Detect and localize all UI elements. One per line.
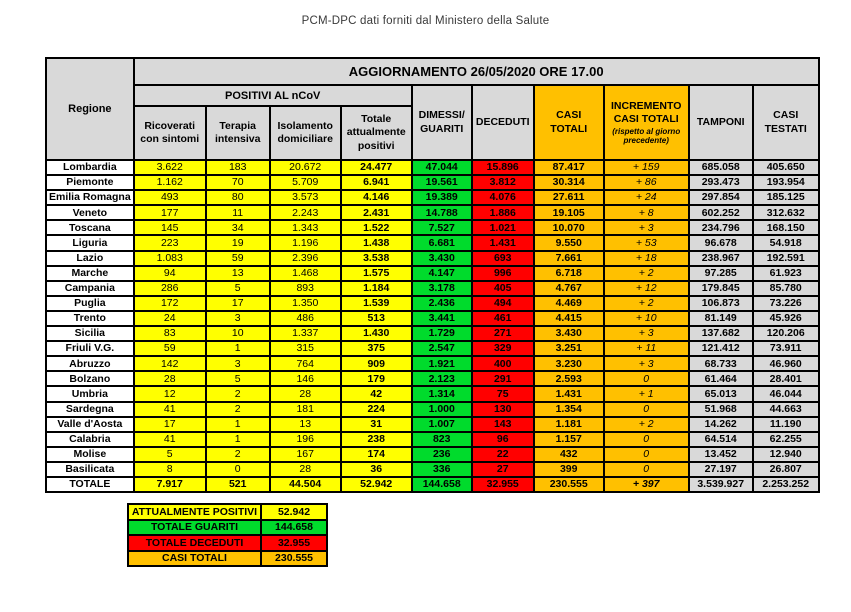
cell-deceduti: 461 <box>472 311 534 326</box>
cell-incremento-casi-totali: + 397 <box>604 477 689 492</box>
cell-isolamento-domiciliare: 44.504 <box>270 477 341 492</box>
cell-dimessi-guariti: 1.729 <box>412 326 472 341</box>
cell-dimessi-guariti: 7.527 <box>412 220 472 235</box>
table-row <box>46 311 819 326</box>
table-row <box>46 402 819 417</box>
cell-incremento-casi-totali: + 3 <box>604 220 689 235</box>
cell-tamponi: 3.539.927 <box>689 477 753 492</box>
cell-dimessi-guariti: 1.314 <box>412 386 472 401</box>
page-title: PCM-DPC dati forniti dal Ministero della Salute <box>301 15 550 27</box>
table-row <box>46 356 819 371</box>
cell-regione: Campania <box>46 281 134 296</box>
cell-casi-testati: 46.044 <box>753 386 819 401</box>
cell-ricoverati-con-sintomi: 172 <box>134 296 206 311</box>
cell-isolamento-domiciliare: 486 <box>270 311 341 326</box>
cell-regione: Marche <box>46 266 134 281</box>
header-deceduti: DECEDUTI <box>472 85 534 160</box>
cell-regione: Calabria <box>46 432 134 447</box>
summary-value: 144.658 <box>261 520 327 536</box>
table-row <box>46 220 819 235</box>
cell-casi-testati: 12.940 <box>753 447 819 462</box>
cell-deceduti: 693 <box>472 251 534 266</box>
cell-totale-attualmente-positivi: 1.438 <box>341 235 412 250</box>
table-row <box>46 462 819 477</box>
cell-dimessi-guariti: 1.921 <box>412 356 472 371</box>
cell-dimessi-guariti: 3.430 <box>412 251 472 266</box>
cell-isolamento-domiciliare: 146 <box>270 371 341 386</box>
table-row <box>46 281 819 296</box>
cell-terapia-intensiva: 0 <box>206 462 270 477</box>
cell-dimessi-guariti: 2.436 <box>412 296 472 311</box>
cell-casi-totali: 1.181 <box>534 417 604 432</box>
cell-dimessi-guariti: 47.044 <box>412 160 472 175</box>
cell-ricoverati-con-sintomi: 3.622 <box>134 160 206 175</box>
cell-dimessi-guariti: 336 <box>412 462 472 477</box>
header-regione: Regione <box>46 58 134 160</box>
cell-casi-totali: 230.555 <box>534 477 604 492</box>
cell-deceduti: 996 <box>472 266 534 281</box>
cell-dimessi-guariti: 6.681 <box>412 235 472 250</box>
table-row <box>46 205 819 220</box>
cell-totale-attualmente-positivi: 52.942 <box>341 477 412 492</box>
cell-casi-totali: 27.611 <box>534 190 604 205</box>
cell-deceduti: 143 <box>472 417 534 432</box>
cell-ricoverati-con-sintomi: 83 <box>134 326 206 341</box>
cell-deceduti: 1.021 <box>472 220 534 235</box>
cell-incremento-casi-totali: + 11 <box>604 341 689 356</box>
cell-deceduti: 15.896 <box>472 160 534 175</box>
cell-casi-totali: 9.550 <box>534 235 604 250</box>
cell-totale-attualmente-positivi: 174 <box>341 447 412 462</box>
cell-deceduti: 22 <box>472 447 534 462</box>
cell-casi-totali: 7.661 <box>534 251 604 266</box>
cell-dimessi-guariti: 2.123 <box>412 371 472 386</box>
cell-deceduti: 130 <box>472 402 534 417</box>
table-body <box>46 160 819 492</box>
cell-casi-testati: 61.923 <box>753 266 819 281</box>
cell-dimessi-guariti: 1.000 <box>412 402 472 417</box>
header-totale-attualmente-positivi: Totale attualmente positivi <box>341 106 412 160</box>
table-row <box>46 386 819 401</box>
cell-isolamento-domiciliare: 2.243 <box>270 205 341 220</box>
table-row <box>46 266 819 281</box>
cell-isolamento-domiciliare: 1.337 <box>270 326 341 341</box>
cell-tamponi: 61.464 <box>689 371 753 386</box>
cell-ricoverati-con-sintomi: 12 <box>134 386 206 401</box>
cell-incremento-casi-totali: + 86 <box>604 175 689 190</box>
cell-dimessi-guariti: 2.547 <box>412 341 472 356</box>
cell-isolamento-domiciliare: 315 <box>270 341 341 356</box>
table-row <box>46 447 819 462</box>
cell-ricoverati-con-sintomi: 59 <box>134 341 206 356</box>
cell-tamponi: 121.412 <box>689 341 753 356</box>
cell-terapia-intensiva: 2 <box>206 402 270 417</box>
cell-regione: Friuli V.G. <box>46 341 134 356</box>
cell-totale-attualmente-positivi: 36 <box>341 462 412 477</box>
cell-isolamento-domiciliare: 893 <box>270 281 341 296</box>
cell-ricoverati-con-sintomi: 1.162 <box>134 175 206 190</box>
cell-regione: Valle d'Aosta <box>46 417 134 432</box>
cell-totale-attualmente-positivi: 1.575 <box>341 266 412 281</box>
cell-isolamento-domiciliare: 28 <box>270 386 341 401</box>
cell-incremento-casi-totali: + 3 <box>604 326 689 341</box>
cell-tamponi: 293.473 <box>689 175 753 190</box>
cell-dimessi-guariti: 3.178 <box>412 281 472 296</box>
cell-incremento-casi-totali: + 159 <box>604 160 689 175</box>
cell-isolamento-domiciliare: 1.350 <box>270 296 341 311</box>
cell-tamponi: 234.796 <box>689 220 753 235</box>
table-row <box>46 371 819 386</box>
table-row <box>46 235 819 250</box>
cell-casi-testati: 44.663 <box>753 402 819 417</box>
cell-tamponi: 51.968 <box>689 402 753 417</box>
cell-casi-testati: 2.253.252 <box>753 477 819 492</box>
cell-casi-testati: 54.918 <box>753 235 819 250</box>
cell-casi-testati: 193.954 <box>753 175 819 190</box>
cell-terapia-intensiva: 2 <box>206 447 270 462</box>
cell-incremento-casi-totali: + 18 <box>604 251 689 266</box>
header-incremento-note: (rispetto al giorno precedente) <box>612 126 681 146</box>
cell-terapia-intensiva: 17 <box>206 296 270 311</box>
cell-totale-attualmente-positivi: 375 <box>341 341 412 356</box>
cell-isolamento-domiciliare: 5.709 <box>270 175 341 190</box>
cell-terapia-intensiva: 80 <box>206 190 270 205</box>
cell-dimessi-guariti: 144.658 <box>412 477 472 492</box>
cell-totale-attualmente-positivi: 6.941 <box>341 175 412 190</box>
cell-terapia-intensiva: 183 <box>206 160 270 175</box>
cell-regione: Veneto <box>46 205 134 220</box>
cell-casi-testati: 312.632 <box>753 205 819 220</box>
cell-isolamento-domiciliare: 13 <box>270 417 341 432</box>
cell-casi-totali: 2.593 <box>534 371 604 386</box>
cell-totale-attualmente-positivi: 1.184 <box>341 281 412 296</box>
header-tamponi: TAMPONI <box>689 85 753 160</box>
table-row <box>46 296 819 311</box>
cell-tamponi: 81.149 <box>689 311 753 326</box>
cell-totale-attualmente-positivi: 31 <box>341 417 412 432</box>
cell-ricoverati-con-sintomi: 94 <box>134 266 206 281</box>
cell-casi-testati: 85.780 <box>753 281 819 296</box>
table-row <box>46 341 819 356</box>
cell-tamponi: 13.452 <box>689 447 753 462</box>
cell-casi-testati: 168.150 <box>753 220 819 235</box>
cell-terapia-intensiva: 10 <box>206 326 270 341</box>
cell-casi-totali: 4.469 <box>534 296 604 311</box>
cell-regione: Molise <box>46 447 134 462</box>
cell-dimessi-guariti: 1.007 <box>412 417 472 432</box>
cell-dimessi-guariti: 19.561 <box>412 175 472 190</box>
cell-regione: Lombardia <box>46 160 134 175</box>
cell-casi-testati: 62.255 <box>753 432 819 447</box>
cell-regione: Puglia <box>46 296 134 311</box>
header-casi-totali: CASI TOTALI <box>534 85 604 160</box>
cell-deceduti: 27 <box>472 462 534 477</box>
totale-row <box>46 477 819 492</box>
cell-totale-attualmente-positivi: 513 <box>341 311 412 326</box>
cell-totale-attualmente-positivi: 1.522 <box>341 220 412 235</box>
header-incremento-title: INCREMENTO CASI TOTALI <box>611 99 682 125</box>
cell-regione: Liguria <box>46 235 134 250</box>
cell-casi-testati: 45.926 <box>753 311 819 326</box>
cell-tamponi: 238.967 <box>689 251 753 266</box>
cell-isolamento-domiciliare: 3.573 <box>270 190 341 205</box>
cell-terapia-intensiva: 19 <box>206 235 270 250</box>
cell-tamponi: 106.873 <box>689 296 753 311</box>
cell-terapia-intensiva: 5 <box>206 281 270 296</box>
cell-isolamento-domiciliare: 1.343 <box>270 220 341 235</box>
cell-totale-attualmente-positivi: 2.431 <box>341 205 412 220</box>
header-incremento-casi-totali <box>604 85 689 160</box>
cell-totale-attualmente-positivi: 1.430 <box>341 326 412 341</box>
cell-deceduti: 494 <box>472 296 534 311</box>
cell-ricoverati-con-sintomi: 5 <box>134 447 206 462</box>
cell-casi-totali: 87.417 <box>534 160 604 175</box>
summary-label: TOTALE DECEDUTI <box>128 535 261 551</box>
cell-casi-totali: 1.431 <box>534 386 604 401</box>
cell-totale-attualmente-positivi: 4.146 <box>341 190 412 205</box>
cell-totale-attualmente-positivi: 238 <box>341 432 412 447</box>
cell-isolamento-domiciliare: 28 <box>270 462 341 477</box>
cell-terapia-intensiva: 521 <box>206 477 270 492</box>
summary-value: 230.555 <box>261 551 327 567</box>
cell-casi-testati: 405.650 <box>753 160 819 175</box>
cell-ricoverati-con-sintomi: 145 <box>134 220 206 235</box>
table-row <box>46 251 819 266</box>
header-positivi-group: POSITIVI AL nCoV <box>134 85 412 106</box>
summary-row <box>128 504 327 520</box>
cell-tamponi: 137.682 <box>689 326 753 341</box>
cell-regione: Bolzano <box>46 371 134 386</box>
cell-regione: Umbria <box>46 386 134 401</box>
cell-incremento-casi-totali: + 2 <box>604 296 689 311</box>
cell-incremento-casi-totali: 0 <box>604 447 689 462</box>
cell-casi-totali: 432 <box>534 447 604 462</box>
cell-ricoverati-con-sintomi: 17 <box>134 417 206 432</box>
cell-totale-attualmente-positivi: 179 <box>341 371 412 386</box>
cell-incremento-casi-totali: + 53 <box>604 235 689 250</box>
cell-casi-totali: 3.251 <box>534 341 604 356</box>
header-update-banner: AGGIORNAMENTO 26/05/2020 ORE 17.00 <box>134 58 819 85</box>
cell-terapia-intensiva: 2 <box>206 386 270 401</box>
cell-tamponi: 14.262 <box>689 417 753 432</box>
cell-casi-totali: 1.354 <box>534 402 604 417</box>
cell-dimessi-guariti: 19.389 <box>412 190 472 205</box>
cell-tamponi: 179.845 <box>689 281 753 296</box>
cell-casi-totali: 19.105 <box>534 205 604 220</box>
covid-regions-table <box>45 57 820 493</box>
cell-isolamento-domiciliare: 181 <box>270 402 341 417</box>
cell-deceduti: 75 <box>472 386 534 401</box>
cell-casi-totali: 10.070 <box>534 220 604 235</box>
cell-casi-totali: 30.314 <box>534 175 604 190</box>
summary-label: CASI TOTALI <box>128 551 261 567</box>
cell-ricoverati-con-sintomi: 177 <box>134 205 206 220</box>
cell-terapia-intensiva: 11 <box>206 205 270 220</box>
cell-ricoverati-con-sintomi: 41 <box>134 432 206 447</box>
table-row <box>46 432 819 447</box>
cell-casi-totali: 1.157 <box>534 432 604 447</box>
cell-incremento-casi-totali: + 24 <box>604 190 689 205</box>
cell-terapia-intensiva: 1 <box>206 341 270 356</box>
cell-tamponi: 27.197 <box>689 462 753 477</box>
cell-tamponi: 685.058 <box>689 160 753 175</box>
summary-row <box>128 535 327 551</box>
cell-totale-attualmente-positivi: 42 <box>341 386 412 401</box>
cell-terapia-intensiva: 70 <box>206 175 270 190</box>
cell-regione: Piemonte <box>46 175 134 190</box>
summary-row <box>128 551 327 567</box>
cell-deceduti: 400 <box>472 356 534 371</box>
cell-totale-attualmente-positivi: 224 <box>341 402 412 417</box>
cell-regione: Emilia Romagna <box>46 190 134 205</box>
header-casi-testati: CASI TESTATI <box>753 85 819 160</box>
table-row <box>46 160 819 175</box>
cell-regione: Trento <box>46 311 134 326</box>
cell-isolamento-domiciliare: 20.672 <box>270 160 341 175</box>
cell-ricoverati-con-sintomi: 1.083 <box>134 251 206 266</box>
cell-totale-attualmente-positivi: 3.538 <box>341 251 412 266</box>
cell-isolamento-domiciliare: 1.196 <box>270 235 341 250</box>
cell-terapia-intensiva: 1 <box>206 432 270 447</box>
cell-deceduti: 291 <box>472 371 534 386</box>
table-row <box>46 326 819 341</box>
cell-casi-totali: 3.430 <box>534 326 604 341</box>
summary-label: TOTALE GUARITI <box>128 520 261 536</box>
cell-casi-testati: 11.190 <box>753 417 819 432</box>
cell-casi-testati: 73.911 <box>753 341 819 356</box>
summary-value: 52.942 <box>261 504 327 520</box>
summary-table <box>127 503 328 567</box>
cell-tamponi: 97.285 <box>689 266 753 281</box>
cell-casi-totali: 4.415 <box>534 311 604 326</box>
cell-tamponi: 64.514 <box>689 432 753 447</box>
table-row <box>46 190 819 205</box>
cell-deceduti: 3.812 <box>472 175 534 190</box>
cell-deceduti: 329 <box>472 341 534 356</box>
cell-terapia-intensiva: 3 <box>206 311 270 326</box>
cell-tamponi: 65.013 <box>689 386 753 401</box>
cell-deceduti: 405 <box>472 281 534 296</box>
cell-tamponi: 297.854 <box>689 190 753 205</box>
cell-casi-testati: 26.807 <box>753 462 819 477</box>
cell-tamponi: 96.678 <box>689 235 753 250</box>
cell-regione: Lazio <box>46 251 134 266</box>
header-ricoverati-con-sintomi: Ricoverati con sintomi <box>134 106 206 160</box>
cell-incremento-casi-totali: + 3 <box>604 356 689 371</box>
cell-ricoverati-con-sintomi: 223 <box>134 235 206 250</box>
cell-regione: TOTALE <box>46 477 134 492</box>
cell-casi-totali: 6.718 <box>534 266 604 281</box>
summary-value: 32.955 <box>261 535 327 551</box>
cell-isolamento-domiciliare: 2.396 <box>270 251 341 266</box>
cell-terapia-intensiva: 59 <box>206 251 270 266</box>
cell-deceduti: 32.955 <box>472 477 534 492</box>
cell-deceduti: 1.431 <box>472 235 534 250</box>
cell-ricoverati-con-sintomi: 28 <box>134 371 206 386</box>
cell-terapia-intensiva: 1 <box>206 417 270 432</box>
summary-body <box>128 504 327 566</box>
cell-casi-totali: 3.230 <box>534 356 604 371</box>
cell-totale-attualmente-positivi: 1.539 <box>341 296 412 311</box>
cell-casi-totali: 4.767 <box>534 281 604 296</box>
cell-isolamento-domiciliare: 1.468 <box>270 266 341 281</box>
cell-incremento-casi-totali: 0 <box>604 432 689 447</box>
cell-ricoverati-con-sintomi: 142 <box>134 356 206 371</box>
cell-casi-testati: 185.125 <box>753 190 819 205</box>
cell-deceduti: 96 <box>472 432 534 447</box>
cell-casi-totali: 399 <box>534 462 604 477</box>
summary-label: ATTUALMENTE POSITIVI <box>128 504 261 520</box>
cell-incremento-casi-totali: 0 <box>604 462 689 477</box>
header-terapia-intensiva: Terapia intensiva <box>206 106 270 160</box>
cell-ricoverati-con-sintomi: 41 <box>134 402 206 417</box>
cell-incremento-casi-totali: + 2 <box>604 417 689 432</box>
cell-casi-testati: 73.226 <box>753 296 819 311</box>
cell-deceduti: 1.886 <box>472 205 534 220</box>
cell-incremento-casi-totali: + 2 <box>604 266 689 281</box>
cell-isolamento-domiciliare: 196 <box>270 432 341 447</box>
cell-ricoverati-con-sintomi: 493 <box>134 190 206 205</box>
cell-regione: Sicilia <box>46 326 134 341</box>
cell-isolamento-domiciliare: 764 <box>270 356 341 371</box>
cell-terapia-intensiva: 13 <box>206 266 270 281</box>
cell-regione: Sardegna <box>46 402 134 417</box>
cell-incremento-casi-totali: + 8 <box>604 205 689 220</box>
cell-ricoverati-con-sintomi: 24 <box>134 311 206 326</box>
cell-ricoverati-con-sintomi: 286 <box>134 281 206 296</box>
cell-dimessi-guariti: 14.788 <box>412 205 472 220</box>
cell-dimessi-guariti: 4.147 <box>412 266 472 281</box>
cell-deceduti: 271 <box>472 326 534 341</box>
cell-incremento-casi-totali: 0 <box>604 402 689 417</box>
cell-incremento-casi-totali: 0 <box>604 371 689 386</box>
cell-regione: Basilicata <box>46 462 134 477</box>
summary-row <box>128 520 327 536</box>
cell-casi-testati: 46.960 <box>753 356 819 371</box>
cell-incremento-casi-totali: + 12 <box>604 281 689 296</box>
cell-casi-testati: 192.591 <box>753 251 819 266</box>
cell-ricoverati-con-sintomi: 8 <box>134 462 206 477</box>
cell-isolamento-domiciliare: 167 <box>270 447 341 462</box>
cell-ricoverati-con-sintomi: 7.917 <box>134 477 206 492</box>
cell-regione: Toscana <box>46 220 134 235</box>
cell-incremento-casi-totali: + 1 <box>604 386 689 401</box>
cell-dimessi-guariti: 3.441 <box>412 311 472 326</box>
cell-deceduti: 4.076 <box>472 190 534 205</box>
table-row <box>46 175 819 190</box>
header-dimessi-guariti: DIMESSI/ GUARITI <box>412 85 472 160</box>
cell-terapia-intensiva: 34 <box>206 220 270 235</box>
cell-tamponi: 68.733 <box>689 356 753 371</box>
cell-incremento-casi-totali: + 10 <box>604 311 689 326</box>
cell-totale-attualmente-positivi: 909 <box>341 356 412 371</box>
cell-tamponi: 602.252 <box>689 205 753 220</box>
cell-regione: Abruzzo <box>46 356 134 371</box>
cell-terapia-intensiva: 3 <box>206 356 270 371</box>
header-isolamento-domiciliare: Isolamento domiciliare <box>270 106 341 160</box>
cell-dimessi-guariti: 823 <box>412 432 472 447</box>
cell-totale-attualmente-positivi: 24.477 <box>341 160 412 175</box>
table-row <box>46 417 819 432</box>
cell-casi-testati: 28.401 <box>753 371 819 386</box>
cell-dimessi-guariti: 236 <box>412 447 472 462</box>
cell-casi-testati: 120.206 <box>753 326 819 341</box>
cell-terapia-intensiva: 5 <box>206 371 270 386</box>
